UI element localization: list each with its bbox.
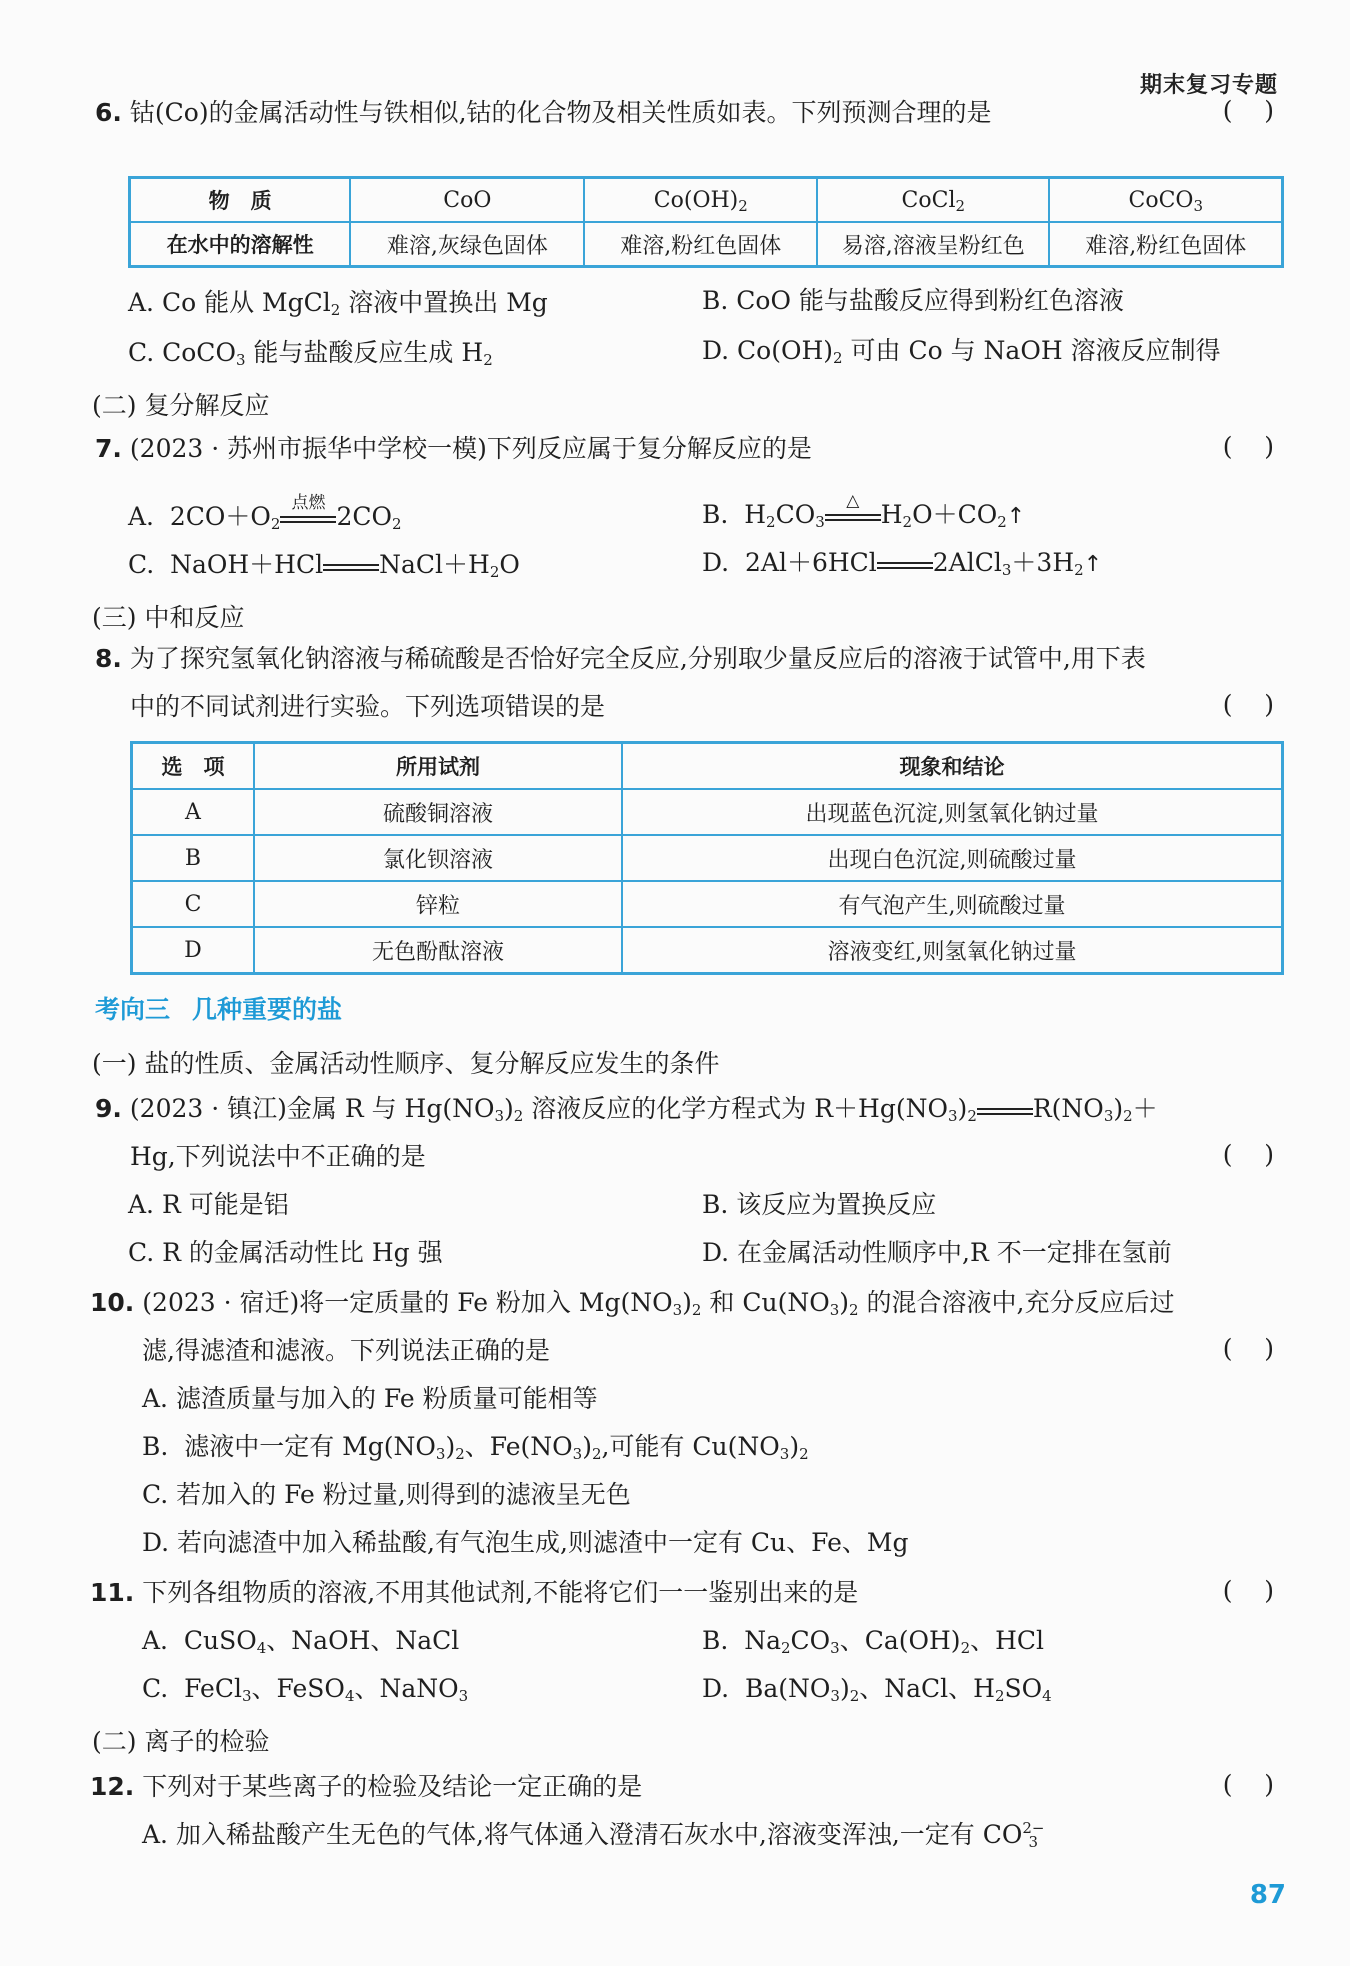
section-heading: (一) 盐的性质、金属活动性顺序、复分解反应发生的条件 — [92, 1049, 720, 1078]
table-row: C 锌粒 有气泡产生,则硫酸过量 — [132, 881, 1283, 927]
option-d: D. $Ba(NO_3)_2$、NaCl、$H_2SO_4$ — [702, 1674, 1052, 1705]
option-b: B. 该反应为置换反应 — [702, 1190, 937, 1219]
table-cell: 难溶,粉红色固体 — [1049, 222, 1282, 267]
answer-paren: ( ) — [1222, 1140, 1274, 1169]
table-cell: CoCO$_3$ — [1049, 178, 1282, 223]
question-text: 中的不同试剂进行实验。下列选项错误的是 — [130, 692, 606, 721]
table-row-label: 在水中的溶解性 — [130, 222, 351, 267]
section-heading: (二) 离子的检验 — [92, 1727, 270, 1756]
question-11: 11. 下列各组物质的溶液,不用其他试剂,不能将它们一一鉴别出来的是 — [90, 1578, 859, 1607]
answer-paren: ( ) — [1222, 1576, 1274, 1605]
table-cell: 易溶,溶液呈粉红色 — [817, 222, 1049, 267]
table-header: 所用试剂 — [254, 743, 622, 790]
table-cell: 难溶,粉红色固体 — [584, 222, 817, 267]
topic-heading: 考向三 几种重要的盐 — [95, 995, 343, 1024]
answer-paren: ( ) — [1222, 96, 1274, 125]
question-9: 9. (2023 · 镇江)金属 R 与 $Hg(NO_3)_2$ 溶液反应的化学方程式为 $R+Hg(NO_3)_2$ $R(NO_3)_2+$ — [95, 1094, 1158, 1125]
option-c: C. CoCO$_3$ 能与盐酸反应生成 $H_2$ — [128, 338, 493, 369]
page-number: 87 — [1249, 1880, 1286, 1910]
section-heading: (三) 中和反应 — [92, 603, 245, 632]
answer-paren: ( ) — [1222, 1770, 1274, 1799]
option-c: C. 若加入的 Fe 粉过量,则得到的滤液呈无色 — [142, 1480, 631, 1509]
reaction-condition: △ — [846, 491, 860, 511]
option-d: D. 在金属活动性顺序中,R 不一定排在氢前 — [702, 1238, 1172, 1267]
option-b: B. CoO 能与盐酸反应得到粉红色溶液 — [702, 286, 1124, 315]
gas-arrow-icon: ↑ — [1006, 504, 1026, 529]
question-text: Hg,下列说法中不正确的是 — [130, 1142, 426, 1171]
option-b: B. $H_2CO_3$ △ $H_2O+CO_2↑$ — [702, 498, 1025, 534]
reaction-condition: 点燃 — [291, 493, 326, 513]
option-a: A. R 可能是铝 — [128, 1190, 289, 1219]
table-row: D 无色酚酞溶液 溶液变红,则氢氧化钠过量 — [132, 927, 1283, 974]
experiment-table — [130, 741, 1284, 975]
option-d: D. $Co(OH)_2$ 可由 Co 与 NaOH 溶液反应制得 — [702, 336, 1221, 367]
table-header: 选 项 — [132, 743, 255, 790]
option-c: C. R 的金属活动性比 Hg 强 — [128, 1238, 443, 1267]
answer-paren: ( ) — [1222, 690, 1274, 719]
option-c: C. NaOH＋HCl $NaCl+H_2O$ — [128, 550, 520, 581]
table-row-label: 物 质 — [130, 178, 351, 223]
question-8: 8. 为了探究氢氧化钠溶液与稀硫酸是否恰好完全反应,分别取少量反应后的溶液于试管中,用下表 — [95, 644, 1146, 673]
question-7: 7. (2023 · 苏州市振华中学校一模)下列反应属于复分解反应的是 — [95, 434, 812, 463]
answer-paren: ( ) — [1222, 432, 1274, 461]
option-a: A. 加入稀盐酸产生无色的气体,将气体通入澄清石灰水中,溶液变浑浊,一定有 $CO^{2-}_3$ — [142, 1819, 1045, 1851]
option-a: A. $2CO+O_2$ 点燃 $2CO_2$ — [128, 500, 402, 534]
question-12: 12. 下列对于某些离子的检验及结论一定正确的是 — [90, 1772, 643, 1801]
table-cell: $Co(OH)_2$ — [584, 178, 817, 223]
cobalt-properties-table — [128, 176, 1284, 268]
option-d: D. 若向滤渣中加入稀盐酸,有气泡生成,则滤渣中一定有 Cu、Fe、Mg — [142, 1528, 909, 1557]
section-heading: (二) 复分解反应 — [92, 391, 270, 420]
question-text: 钴(Co)的金属活动性与铁相似,钴的化合物及相关性质如表。下列预测合理的是 — [129, 98, 992, 127]
header-title: 期末复习专题 — [1139, 73, 1278, 98]
table-row: B 氯化钡溶液 出现白色沉淀,则硫酸过量 — [132, 835, 1283, 881]
option-a: A. 滤渣质量与加入的 Fe 粉质量可能相等 — [142, 1384, 598, 1413]
option-a: A. CuSO$_4$、NaOH、NaCl — [142, 1626, 460, 1657]
option-d: D. 2Al＋6HCl $2AlCl_3+3H_2↑$ — [702, 546, 1102, 582]
table-cell: 难溶,灰绿色固体 — [350, 222, 584, 267]
answer-paren: ( ) — [1222, 1334, 1274, 1363]
question-10: 10. (2023 · 宿迁)将一定质量的 Fe 粉加入 $Mg(NO_3)_2$ 和 $Cu(NO_3)_2$ 的混合溶液中,充分反应后过 — [90, 1288, 1175, 1319]
question-text: 滤,得滤渣和滤液。下列说法正确的是 — [142, 1336, 550, 1365]
gas-arrow-icon: ↑ — [1083, 552, 1103, 577]
question-6 — [95, 96, 992, 130]
table-row: A 硫酸铜溶液 出现蓝色沉淀,则氢氧化钠过量 — [132, 789, 1283, 835]
option-a: A. Co 能从 MgCl$_2$ 溶液中置换出 Mg — [128, 288, 548, 319]
question-number: 6. — [95, 98, 122, 127]
option-c: C. FeCl$_3$、FeSO$_4$、NaNO$_3$ — [142, 1674, 469, 1705]
table-cell: CoO — [350, 178, 584, 223]
option-b: B. $Na_2CO_3$、$Ca(OH)_2$、HCl — [702, 1626, 1045, 1657]
table-cell: CoCl$_2$ — [817, 178, 1049, 223]
option-b: B. 滤液中一定有 $Mg(NO_3)_2$、$Fe(NO_3)_2$,可能有 $Cu(NO_3)_2$ — [142, 1432, 809, 1463]
table-header: 现象和结论 — [622, 743, 1283, 790]
